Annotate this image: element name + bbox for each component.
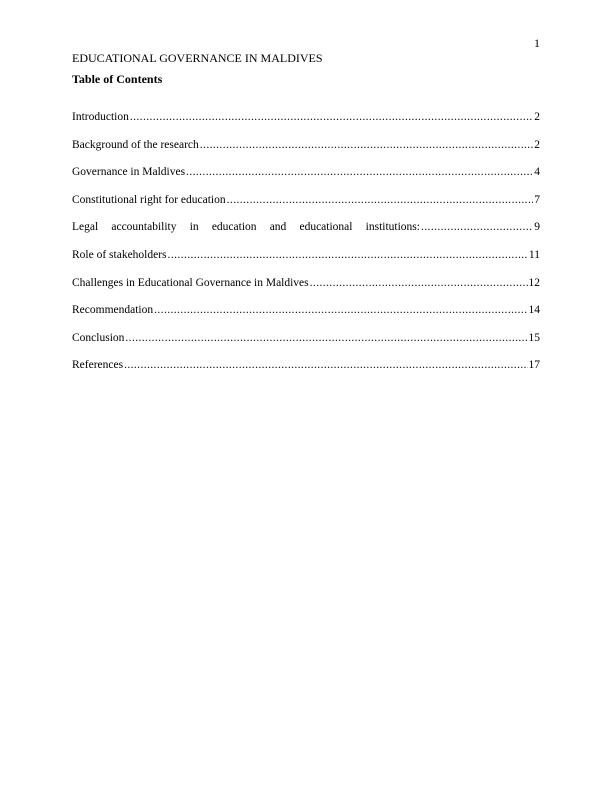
toc-entry-page[interactable]: 2: [534, 138, 540, 151]
toc-dot-leader: [421, 220, 533, 234]
toc-entry-title[interactable]: References: [72, 359, 124, 372]
toc-entry-page[interactable]: 4: [534, 166, 540, 179]
toc-dot-leader: [130, 110, 533, 124]
toc-entry-stakeholders[interactable]: [72, 248, 540, 276]
toc-entry-constitutional-right[interactable]: [72, 193, 540, 221]
toc-heading: Table of Contents: [72, 72, 163, 86]
toc-entry-recommendation[interactable]: [72, 303, 540, 331]
toc-title-word: accountability: [111, 221, 177, 234]
toc-entry-title[interactable]: Challenges in Educational Governance in Maldives: [72, 276, 309, 289]
toc-entry-title[interactable]: Governance in Maldives: [72, 166, 186, 179]
toc-entry-references[interactable]: [72, 358, 540, 386]
toc-dot-leader: [168, 248, 528, 262]
toc-title-word: education: [211, 221, 257, 234]
table-of-contents: [72, 110, 540, 386]
toc-entry-page[interactable]: 12: [528, 276, 540, 289]
toc-entry-title[interactable]: Recommendation: [72, 304, 154, 317]
toc-entry-title[interactable]: Role of stakeholders: [72, 248, 167, 261]
toc-title-word: Legal: [72, 221, 99, 234]
toc-entry-challenges[interactable]: [72, 276, 540, 304]
toc-dot-leader: [154, 303, 527, 317]
page-number: 1: [534, 36, 540, 50]
toc-entry-conclusion[interactable]: [72, 331, 540, 359]
running-head: EDUCATIONAL GOVERNANCE IN MALDIVES: [72, 51, 323, 65]
toc-entry-governance[interactable]: [72, 165, 540, 193]
toc-title-word: institutions:: [365, 221, 420, 234]
toc-entry-page[interactable]: 7: [534, 193, 540, 206]
toc-dot-leader: [227, 193, 534, 207]
toc-entry-title[interactable]: [72, 220, 420, 234]
toc-title-word: in: [189, 221, 199, 234]
toc-entry-page[interactable]: 17: [528, 359, 540, 372]
toc-entry-page[interactable]: 15: [528, 331, 540, 344]
toc-entry-title[interactable]: Conclusion: [72, 331, 125, 344]
toc-entry-page[interactable]: 9: [534, 221, 540, 234]
toc-entry-page[interactable]: 14: [528, 304, 540, 317]
toc-title-word: educational: [299, 221, 353, 234]
toc-entry-page[interactable]: 11: [528, 248, 540, 261]
toc-entry-introduction[interactable]: [72, 110, 540, 138]
toc-dot-leader: [125, 331, 527, 345]
toc-dot-leader: [186, 165, 533, 179]
toc-dot-leader: [200, 138, 533, 152]
toc-entry-background[interactable]: [72, 138, 540, 166]
toc-entry-page[interactable]: 2: [534, 111, 540, 123]
toc-dot-leader: [310, 276, 528, 290]
toc-entry-title[interactable]: Background of the research: [72, 138, 199, 151]
toc-entry-title[interactable]: Introduction: [72, 111, 129, 123]
toc-title-word: and: [269, 221, 287, 234]
toc-entry-legal-accountability[interactable]: [72, 220, 540, 248]
toc-dot-leader: [124, 358, 527, 372]
toc-entry-title[interactable]: Constitutional right for education: [72, 193, 226, 206]
